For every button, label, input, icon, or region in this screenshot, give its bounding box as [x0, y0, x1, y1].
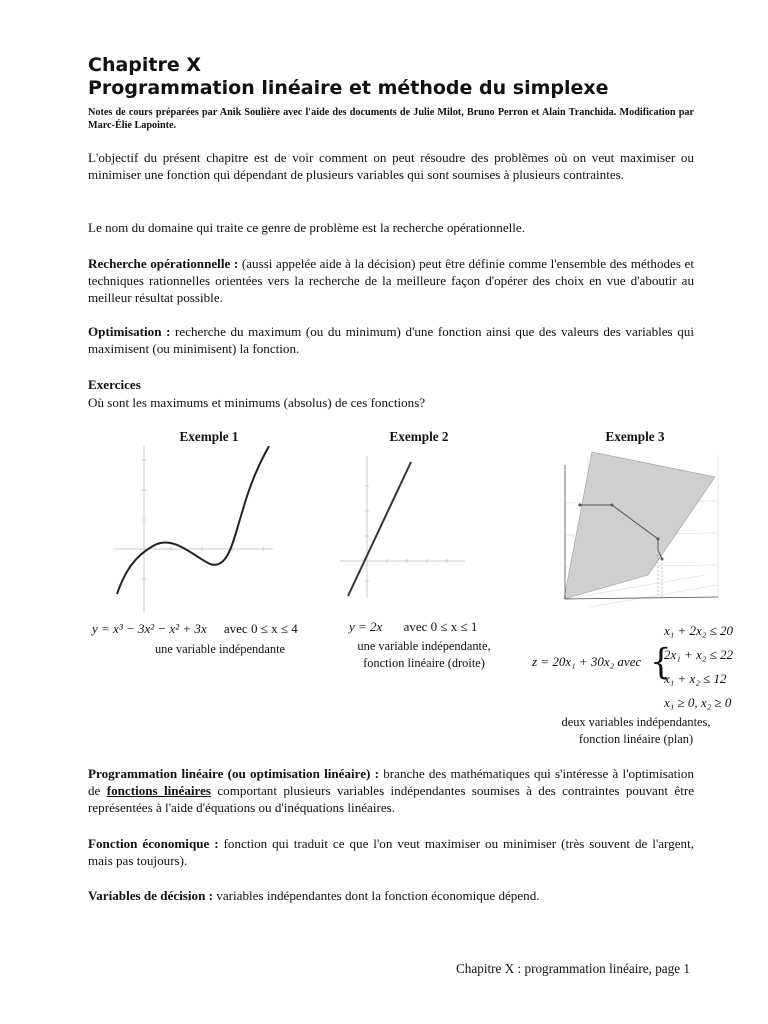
- chapter-title: Programmation linéaire et méthode du simplexe: [88, 77, 609, 99]
- linear-line: [348, 462, 411, 596]
- example-3-label: Exemple 3: [605, 429, 665, 444]
- example-1-caption: une variable indépendante: [154, 642, 286, 656]
- example-2-caption-2: fonction linéaire (droite): [363, 656, 485, 670]
- example-1-label: Exemple 1: [179, 429, 239, 444]
- definition-fonction-economique: Fonction économique : fonction qui traduit ce que l'on veut maximiser ou minimiser (très souvent de l'argent, mais pas toujours).: [88, 836, 694, 869]
- cubic-curve: [117, 446, 269, 594]
- example-3-constraints: x₁ + 2x₂ ≤ 20 2x₁ + x₂ ≤ 22 x₁ + x₂ ≤ 12 x₁ ≥ 0, x₂ ≥ 0: [664, 623, 733, 710]
- example-2-caption-1: une variable indépendante,: [357, 639, 491, 653]
- term-optimisation: Optimisation :: [88, 324, 171, 339]
- def-recherche: (aussi appelée aide à la décision) peut être définie comme l'ensemble des méthodes et techniques rationnelles orientées vers la recherche de la meilleure façon d'opérer des choix en vue d'aboutir au meilleur résultat possible.: [88, 256, 694, 306]
- example-1-graph: [113, 446, 273, 612]
- paragraph-domaine: Le nom du domaine qui traite ce genre de problème est la recherche opérationnelle.: [88, 220, 525, 235]
- exercices-question: Où sont les maximums et minimums (absolus) de ces fonctions?: [88, 395, 426, 410]
- term-pl: Programmation linéaire (ou optimisation linéaire) :: [88, 766, 379, 781]
- term-fe: Fonction économique :: [88, 836, 219, 851]
- example-3-objective: z = 20x₁ + 30x₂ avec: [532, 654, 642, 669]
- example-2-label: Exemple 2: [389, 429, 449, 444]
- page-footer: Chapitre X : programmation linéaire, page 1: [455, 961, 690, 976]
- definition-variables-decision: Variables de décision : variables indépendantes dont la fonction économique dépend.: [88, 888, 540, 903]
- example-3-graph: [530, 447, 742, 613]
- definition-programmation-lineaire: Programmation linéaire (ou optimisation linéaire) : branche des mathématiques qui s'intéresse à l'optimisation de fonctions linéaires comportant plusieurs variables indépendantes soumises à des contraintes pouvant être représentées à l'aide d'équations ou d'inéquations linéaires.: [88, 766, 695, 816]
- example-2-graph: [340, 456, 465, 598]
- example-1-equation: y = x³ − 3x² − x² + 3x avec 0 ≤ x ≤ 4: [92, 621, 298, 636]
- term-recherche: Recherche opérationnelle :: [88, 256, 239, 271]
- definition-optimisation: [88, 323, 694, 357]
- example-2-equation: y = 2x avec 0 ≤ x ≤ 1: [349, 619, 478, 634]
- def-optimisation: recherche du maximum (ou du minimum) d'une fonction ainsi que des valeurs des variables qui maximisent (ou minimisent) la fonction.: [88, 324, 694, 357]
- exercices-heading: Exercices: [88, 377, 141, 392]
- definition-recherche-operationnelle: [88, 255, 694, 307]
- author-notes: Notes de cours préparées par Anik Soulière avec l'aide des documents de Julie Milot, Bruno Perron et Alain Tranchida. Modification par Marc-Élie Lapointe.: [88, 107, 694, 131]
- brace: {: [650, 641, 672, 683]
- example-3-caption-1: deux variables indépendantes,: [561, 715, 711, 729]
- link-fonctions-lineaires: fonctions linéaires: [106, 783, 212, 799]
- chapter-number: Chapitre X: [88, 54, 202, 76]
- term-vd: Variables de décision :: [88, 888, 214, 903]
- example-3-caption-2: fonction linéaire (plan): [578, 732, 694, 746]
- paragraph-objectif: L'objectif du présent chapitre est de voir comment on peut résoudre des problèmes où on veut maximiser ou minimiser une fonction qui dépendant de plusieurs variables qui sont soumises à plusieurs contraintes.: [88, 150, 694, 183]
